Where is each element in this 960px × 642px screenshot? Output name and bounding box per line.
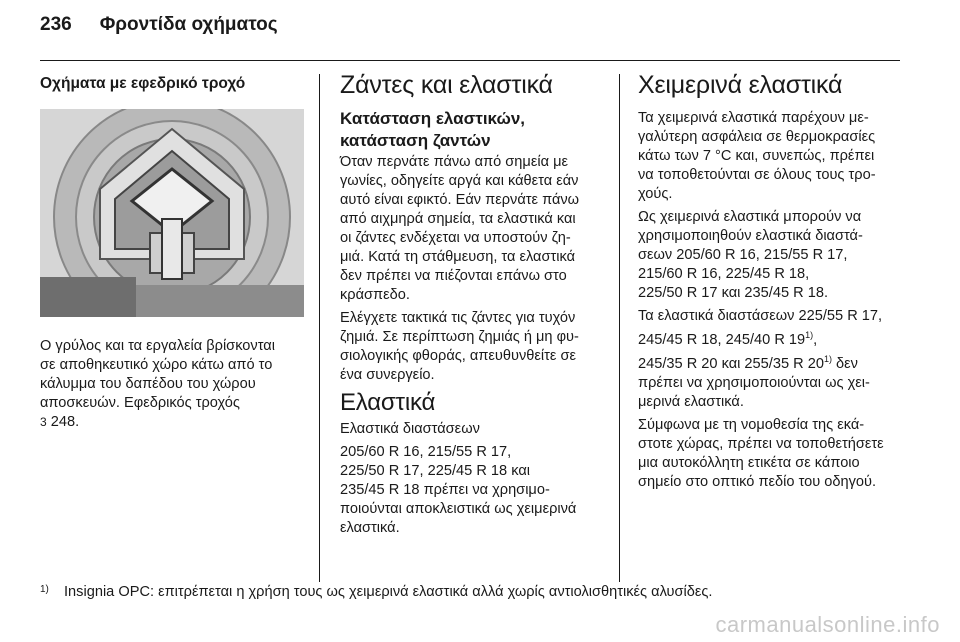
page-header [40,14,278,36]
text-line: κράσπεδο. [340,287,410,303]
jack-toolkit-illustration [40,109,304,317]
text-fragment: , [813,331,818,348]
text-line: στοτε χώρας, πρέπει να τοποθετήσετε [638,435,884,452]
text-line: να τοποθετούνται σε όλους τους τρο- [638,167,876,183]
text-line: Ελέγχετε τακτικά τις ζάντες για τυχόν [340,310,576,326]
header-rule [40,60,900,61]
text-line: 205/60 R 16, 215/55 R 17, [340,444,512,460]
column-divider [319,74,320,582]
column-wheels-tyres [340,71,606,538]
text-line: Σύμφωνα με τη νομοθεσία της εκά- [638,416,865,433]
text-line: μια αυτοκόλλητη ετικέτα σε κάποιο [638,454,860,471]
text-line: αυτό είναι εφικτό. Εάν περνάτε πάνω [340,192,580,208]
text-line-with-footnote [638,350,902,374]
page-reference [40,413,304,432]
text-line-with-footnote [638,326,902,350]
column-spare-wheel [40,74,304,436]
text-line: δεν πρέπει να πιέζονται επάνω στο [340,268,567,284]
caption-line: σε αποθηκευτικό χώρο κάτω από το [40,357,273,373]
footnote-mark: 1) [40,584,49,595]
text-line: Ως χειμερινά ελαστικά μπορούν να [638,209,862,225]
column-divider [619,74,620,582]
text-line: Όταν περνάτε πάνω από σημεία με [340,154,568,170]
text-line: Τα ελαστικά διαστάσεων 225/55 R 17, [638,308,883,324]
footnote-mark: 1) [823,353,832,364]
text-line: ελαστικά. [340,520,400,536]
text-line: Ελαστικά διαστάσεων [340,421,480,437]
text-line: σημείο στο οπτικό πεδίο του οδηγού. [638,473,877,490]
section-heading: Οχήματα με εφεδρικό τροχό [40,75,246,92]
text-line: κάτω των 7 °C και, συνεπώς, πρέπει [638,148,875,164]
reference-arrow-icon: 3 [40,415,47,429]
text-line: 235/45 R 18 πρέπει να χρησιμο- [340,482,550,498]
text-fragment: 245/45 R 18, 245/40 R 19 [638,331,806,348]
text-line: οι ζάντες ενδέχεται να υποστούν ζη- [340,230,571,246]
page-number: 236 [40,14,72,35]
text-line: χούς. [638,186,673,202]
caption-line: Ο γρύλος και τα εργαλεία βρίσκονται [40,338,275,354]
text-line: από αιχμηρά σημεία, τα ελαστικά και [340,211,576,227]
text-line: 225/50 R 17, 225/45 R 18 και [340,463,530,479]
caption-line: κάλυμμα του δαπέδου του χώρου [40,376,256,392]
subsection-heading-line: κατάσταση ζαντών [340,131,491,150]
page-title: Φροντίδα οχήματος [99,14,278,35]
text-line: πρέπει να χρησιμοποιούνται ως χει- [638,374,870,391]
jack-toolkit-photo [40,109,304,317]
text-line: γαλύτερη ασφάλεια σε θερμοκρασίες [638,129,876,145]
text-line: 225/50 R 17 και 235/45 R 18. [638,285,828,301]
text-line: 215/60 R 16, 225/45 R 18, [638,266,810,282]
text-line: ζημιά. Σε περίπτωση ζημιάς ή μη φυ- [340,329,579,345]
text-fragment: 245/35 R 20 και 255/35 R 20 [638,355,824,372]
text-line: χρησιμοποιηθούν ελαστικά διαστά- [638,228,863,244]
text-line: μερινά ελαστικά. [638,393,744,410]
section-title: Ελαστικά [340,389,436,416]
reference-page: 248. [50,414,80,430]
footnote-text: Insignia OPC: επιτρέπεται η χρήση τους ως χειμερινά ελαστικά αλλά χωρίς αντιολισθητικές αλυσίδες. [64,584,713,600]
section-title: Ζάντες και ελαστικά [340,71,553,99]
text-line: Τα χειμερινά ελαστικά παρέχουν με- [638,110,869,126]
text-line: γωνίες, οδηγείτε αργά και κάθετα εάν [340,173,579,189]
text-fragment: δεν [831,355,858,372]
text-line: σιολογικής φθοράς, απευθυνθείτε σε [340,348,576,364]
text-line: σεων 205/60 R 16, 215/55 R 17, [638,247,848,263]
subsection-heading-line: Κατάσταση ελαστικών, [340,109,525,128]
watermark: carmanualsonline.info [715,612,940,637]
text-line: ποιούνται αποκλειστικά ως χειμερινά [340,501,577,517]
footnote-mark: 1) [805,330,814,340]
text-line: μιά. Κατά τη στάθμευση, τα ελαστικά [340,249,576,265]
footnote [40,584,900,600]
text-line: ένα συνεργείο. [340,367,435,383]
column-winter-tyres [638,71,902,492]
section-title: Χειμερινά ελαστικά [638,71,843,99]
caption-line: αποσκευών. Εφεδρικός τροχός [40,395,240,411]
